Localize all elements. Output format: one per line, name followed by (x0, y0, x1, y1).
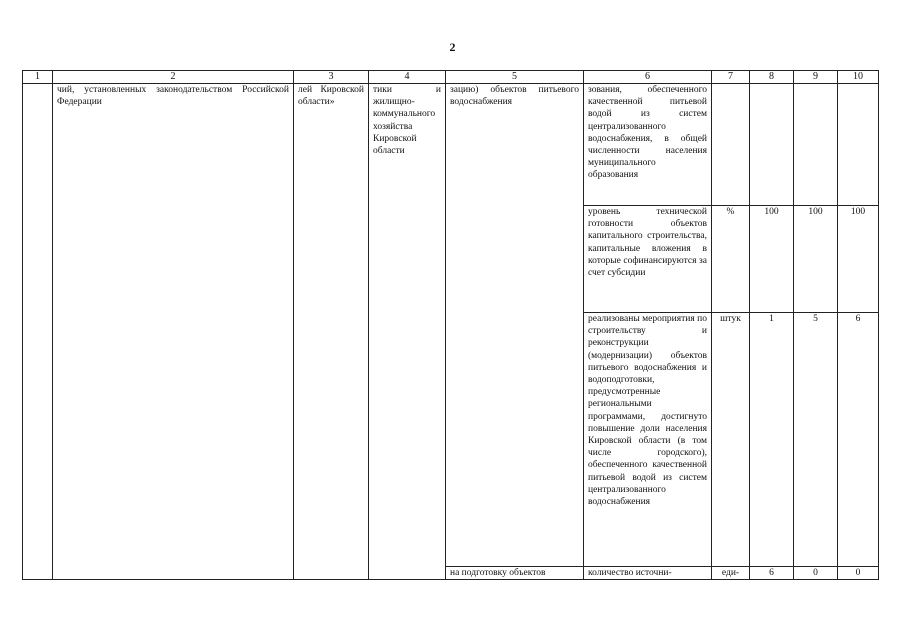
col-header-6: 6 (584, 71, 712, 84)
indicator-unit (712, 84, 750, 206)
col-header-4: 4 (369, 71, 446, 84)
col-header-3: 3 (294, 71, 369, 84)
indicator-text: количество источни- (584, 567, 712, 580)
col-header-5: 5 (446, 71, 584, 84)
col-header-1: 1 (23, 71, 53, 84)
indicator-unit: % (712, 206, 750, 313)
cell-col5-activity: на подготовку объектов (446, 567, 584, 580)
program-table (22, 70, 879, 580)
indicator-value-9 (794, 84, 838, 206)
cell-col5-activity: зацию) объектов питьевого водоснабжения (446, 84, 584, 567)
cell-col3: лей Кировской области» (294, 84, 369, 580)
table-row (23, 84, 879, 206)
cell-legal-basis: чий, установленных законодательством Российской Федерации (53, 84, 294, 580)
indicator-unit: еди- (712, 567, 750, 580)
indicator-value-8: 100 (750, 206, 794, 313)
indicator-value-10 (838, 84, 879, 206)
indicator-value-8: 1 (750, 313, 794, 567)
indicator-value-9: 100 (794, 206, 838, 313)
col-header-2: 2 (53, 71, 294, 84)
col-header-7: 7 (712, 71, 750, 84)
indicator-value-10: 0 (838, 567, 879, 580)
indicator-text: реализованы мероприятия по строительству и реконструкции (модернизации) объектов питьевого водоснабжения и водоподготовки, предусмотренные региональными программами, достигнуто повышение доли населения Кировской области (в том числе городского), обеспеченного качественной питьевой водой из систем централизованного водоснабжения (584, 313, 712, 567)
col-header-9: 9 (794, 71, 838, 84)
col-header-8: 8 (750, 71, 794, 84)
indicator-value-10: 6 (838, 313, 879, 567)
cell-col4: тики и жилищно-коммунального хозяйства Кировской области (369, 84, 446, 580)
col-header-10: 10 (838, 71, 879, 84)
cell-number (23, 84, 53, 580)
header-row (23, 71, 879, 84)
indicator-value-9: 0 (794, 567, 838, 580)
indicator-unit: штук (712, 313, 750, 567)
indicator-text: уровень технической готовности объектов капитального строительства, капитальные вложения в которые софинансируются за счет субсидии (584, 206, 712, 313)
page-number: 2 (449, 40, 456, 54)
indicator-text: зования, обеспеченного качественной питьевой водой из систем централизованного водоснабжения, в общей численности населения муниципального образования (584, 84, 712, 206)
indicator-value-8 (750, 84, 794, 206)
indicator-value-10: 100 (838, 206, 879, 313)
indicator-value-8: 6 (750, 567, 794, 580)
indicator-value-9: 5 (794, 313, 838, 567)
